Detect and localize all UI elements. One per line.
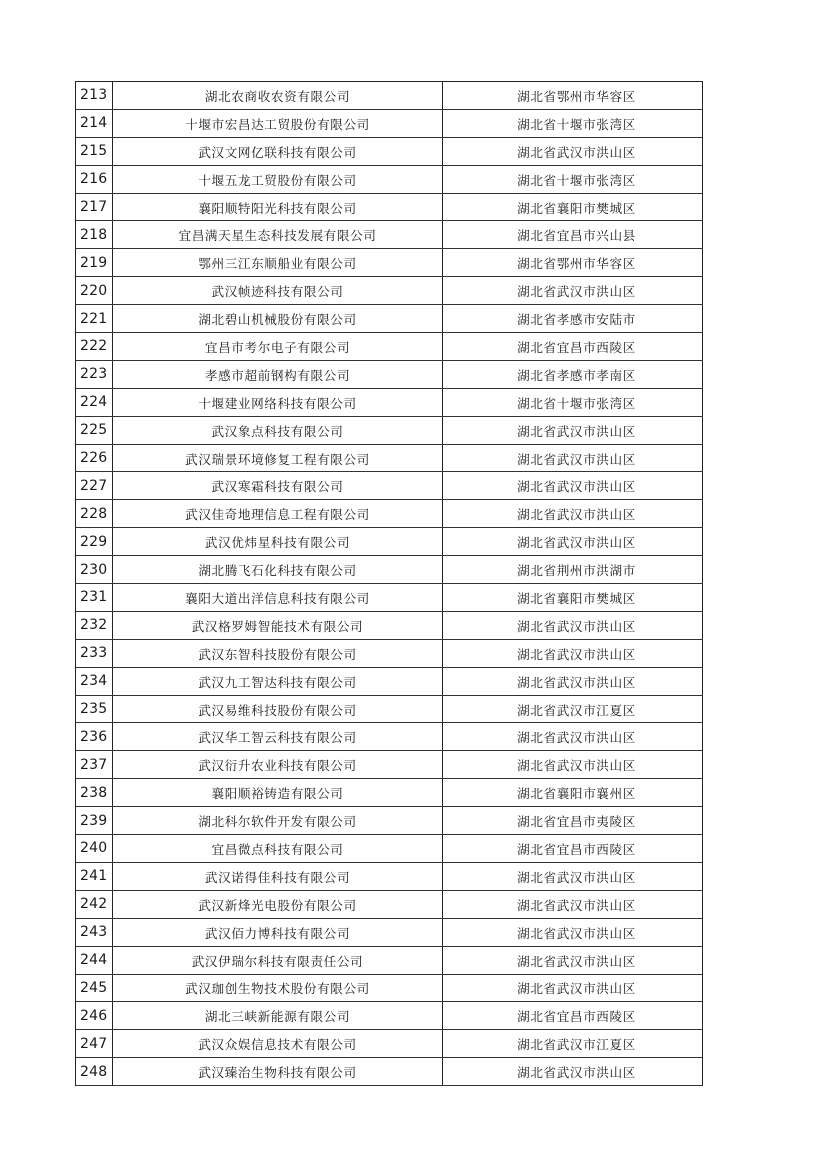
region-name: 湖北省宜昌市西陵区 bbox=[443, 835, 703, 862]
table-row bbox=[76, 640, 703, 668]
company-name: 武汉寒霜科技有限公司 bbox=[113, 472, 443, 499]
region-name: 湖北省孝感市安陆市 bbox=[443, 305, 703, 332]
company-list-table bbox=[75, 81, 703, 1086]
table-row bbox=[76, 277, 703, 305]
row-number: 247 bbox=[76, 1030, 113, 1057]
company-name: 武汉佳奇地理信息工程有限公司 bbox=[113, 500, 443, 527]
company-name: 武汉众娱信息技术有限公司 bbox=[113, 1030, 443, 1057]
table-row bbox=[76, 835, 703, 863]
company-name: 十堰建业网络科技有限公司 bbox=[113, 389, 443, 416]
region-name: 湖北省武汉市洪山区 bbox=[443, 138, 703, 165]
table-row bbox=[76, 221, 703, 249]
company-name: 宜昌市考尔电子有限公司 bbox=[113, 333, 443, 360]
row-number: 220 bbox=[76, 277, 113, 304]
row-number: 237 bbox=[76, 751, 113, 778]
region-name: 湖北省武汉市洪山区 bbox=[443, 891, 703, 918]
company-name: 武汉九工智达科技有限公司 bbox=[113, 668, 443, 695]
row-number: 223 bbox=[76, 361, 113, 388]
company-name: 襄阳顺裕铸造有限公司 bbox=[113, 779, 443, 806]
region-name: 湖北省十堰市张湾区 bbox=[443, 389, 703, 416]
row-number: 214 bbox=[76, 110, 113, 137]
region-name: 湖北省武汉市洪山区 bbox=[443, 417, 703, 444]
region-name: 湖北省武汉市洪山区 bbox=[443, 277, 703, 304]
company-name: 武汉佰力博科技有限公司 bbox=[113, 919, 443, 946]
company-name: 武汉诺得佳科技有限公司 bbox=[113, 863, 443, 890]
company-name: 武汉象点科技有限公司 bbox=[113, 417, 443, 444]
row-number: 224 bbox=[76, 389, 113, 416]
company-name: 襄阳顺特阳光科技有限公司 bbox=[113, 194, 443, 221]
region-name: 湖北省宜昌市兴山县 bbox=[443, 221, 703, 248]
region-name: 湖北省武汉市洪山区 bbox=[443, 500, 703, 527]
region-name: 湖北省武汉市洪山区 bbox=[443, 640, 703, 667]
table-row bbox=[76, 500, 703, 528]
region-name: 湖北省宜昌市西陵区 bbox=[443, 1002, 703, 1029]
row-number: 228 bbox=[76, 500, 113, 527]
company-name: 鄂州三江东顺船业有限公司 bbox=[113, 249, 443, 276]
company-name: 宜昌微点科技有限公司 bbox=[113, 835, 443, 862]
table-row bbox=[76, 249, 703, 277]
company-name: 襄阳大道出洋信息科技有限公司 bbox=[113, 584, 443, 611]
company-name: 武汉衍升农业科技有限公司 bbox=[113, 751, 443, 778]
row-number: 236 bbox=[76, 723, 113, 750]
row-number: 245 bbox=[76, 975, 113, 1002]
table-row bbox=[76, 556, 703, 584]
row-number: 219 bbox=[76, 249, 113, 276]
table-row bbox=[76, 975, 703, 1003]
region-name: 湖北省襄阳市樊城区 bbox=[443, 194, 703, 221]
company-name: 武汉珈创生物技术股份有限公司 bbox=[113, 975, 443, 1002]
company-name: 武汉格罗姆智能技术有限公司 bbox=[113, 612, 443, 639]
table-row bbox=[76, 1030, 703, 1058]
table-row bbox=[76, 612, 703, 640]
row-number: 221 bbox=[76, 305, 113, 332]
company-name: 湖北农商收农资有限公司 bbox=[113, 82, 443, 109]
company-name: 武汉易维科技股份有限公司 bbox=[113, 696, 443, 723]
row-number: 231 bbox=[76, 584, 113, 611]
row-number: 240 bbox=[76, 835, 113, 862]
row-number: 246 bbox=[76, 1002, 113, 1029]
row-number: 239 bbox=[76, 807, 113, 834]
table-row bbox=[76, 333, 703, 361]
row-number: 230 bbox=[76, 556, 113, 583]
region-name: 湖北省武汉市洪山区 bbox=[443, 947, 703, 974]
company-name: 湖北三峡新能源有限公司 bbox=[113, 1002, 443, 1029]
region-name: 湖北省武汉市洪山区 bbox=[443, 723, 703, 750]
region-name: 湖北省孝感市孝南区 bbox=[443, 361, 703, 388]
table-row bbox=[76, 891, 703, 919]
row-number: 242 bbox=[76, 891, 113, 918]
table-row bbox=[76, 417, 703, 445]
row-number: 225 bbox=[76, 417, 113, 444]
row-number: 241 bbox=[76, 863, 113, 890]
table-row bbox=[76, 723, 703, 751]
table-row bbox=[76, 779, 703, 807]
company-name: 武汉文网亿联科技有限公司 bbox=[113, 138, 443, 165]
table-row bbox=[76, 361, 703, 389]
region-name: 湖北省宜昌市西陵区 bbox=[443, 333, 703, 360]
region-name: 湖北省十堰市张湾区 bbox=[443, 110, 703, 137]
table-row bbox=[76, 1058, 703, 1086]
row-number: 233 bbox=[76, 640, 113, 667]
region-name: 湖北省襄阳市樊城区 bbox=[443, 584, 703, 611]
row-number: 235 bbox=[76, 696, 113, 723]
company-name: 武汉新烽光电股份有限公司 bbox=[113, 891, 443, 918]
row-number: 213 bbox=[76, 82, 113, 109]
company-name: 湖北碧山机械股份有限公司 bbox=[113, 305, 443, 332]
table-row bbox=[76, 138, 703, 166]
row-number: 215 bbox=[76, 138, 113, 165]
company-name: 十堰五龙工贸股份有限公司 bbox=[113, 166, 443, 193]
table-row bbox=[76, 110, 703, 138]
table-row bbox=[76, 445, 703, 473]
region-name: 湖北省武汉市洪山区 bbox=[443, 751, 703, 778]
region-name: 湖北省武汉市洪山区 bbox=[443, 445, 703, 472]
table-row bbox=[76, 389, 703, 417]
row-number: 226 bbox=[76, 445, 113, 472]
region-name: 湖北省武汉市江夏区 bbox=[443, 1030, 703, 1057]
company-name: 武汉臻治生物科技有限公司 bbox=[113, 1058, 443, 1085]
table-row bbox=[76, 528, 703, 556]
row-number: 229 bbox=[76, 528, 113, 555]
row-number: 217 bbox=[76, 194, 113, 221]
table-row bbox=[76, 947, 703, 975]
region-name: 湖北省荆州市洪湖市 bbox=[443, 556, 703, 583]
region-name: 湖北省宜昌市夷陵区 bbox=[443, 807, 703, 834]
region-name: 湖北省武汉市洪山区 bbox=[443, 472, 703, 499]
table-row bbox=[76, 166, 703, 194]
company-name: 武汉帧迹科技有限公司 bbox=[113, 277, 443, 304]
table-row bbox=[76, 751, 703, 779]
company-name: 湖北腾飞石化科技有限公司 bbox=[113, 556, 443, 583]
company-name: 武汉优炜星科技有限公司 bbox=[113, 528, 443, 555]
company-name: 宜昌满天星生态科技发展有限公司 bbox=[113, 221, 443, 248]
row-number: 244 bbox=[76, 947, 113, 974]
table-row bbox=[76, 82, 703, 110]
row-number: 248 bbox=[76, 1058, 113, 1085]
company-name: 武汉华工智云科技有限公司 bbox=[113, 723, 443, 750]
company-name: 十堰市宏昌达工贸股份有限公司 bbox=[113, 110, 443, 137]
company-name: 孝感市超前钢构有限公司 bbox=[113, 361, 443, 388]
company-name: 湖北科尔软件开发有限公司 bbox=[113, 807, 443, 834]
company-name: 武汉瑞景环境修复工程有限公司 bbox=[113, 445, 443, 472]
region-name: 湖北省武汉市洪山区 bbox=[443, 863, 703, 890]
table-row bbox=[76, 668, 703, 696]
region-name: 湖北省武汉市洪山区 bbox=[443, 612, 703, 639]
table-row bbox=[76, 472, 703, 500]
row-number: 216 bbox=[76, 166, 113, 193]
table-row bbox=[76, 863, 703, 891]
row-number: 234 bbox=[76, 668, 113, 695]
table-row bbox=[76, 919, 703, 947]
row-number: 218 bbox=[76, 221, 113, 248]
region-name: 湖北省十堰市张湾区 bbox=[443, 166, 703, 193]
row-number: 222 bbox=[76, 333, 113, 360]
company-name: 武汉伊瑞尔科技有限责任公司 bbox=[113, 947, 443, 974]
region-name: 湖北省襄阳市襄州区 bbox=[443, 779, 703, 806]
region-name: 湖北省鄂州市华容区 bbox=[443, 82, 703, 109]
region-name: 湖北省鄂州市华容区 bbox=[443, 249, 703, 276]
table-row bbox=[76, 807, 703, 835]
table-row bbox=[76, 584, 703, 612]
company-name: 武汉东智科技股份有限公司 bbox=[113, 640, 443, 667]
row-number: 227 bbox=[76, 472, 113, 499]
region-name: 湖北省武汉市洪山区 bbox=[443, 919, 703, 946]
region-name: 湖北省武汉市洪山区 bbox=[443, 1058, 703, 1085]
table-row bbox=[76, 696, 703, 724]
region-name: 湖北省武汉市江夏区 bbox=[443, 696, 703, 723]
region-name: 湖北省武汉市洪山区 bbox=[443, 528, 703, 555]
table-row bbox=[76, 1002, 703, 1030]
table-row bbox=[76, 194, 703, 222]
row-number: 243 bbox=[76, 919, 113, 946]
table-row bbox=[76, 305, 703, 333]
row-number: 232 bbox=[76, 612, 113, 639]
region-name: 湖北省武汉市洪山区 bbox=[443, 975, 703, 1002]
row-number: 238 bbox=[76, 779, 113, 806]
region-name: 湖北省武汉市洪山区 bbox=[443, 668, 703, 695]
